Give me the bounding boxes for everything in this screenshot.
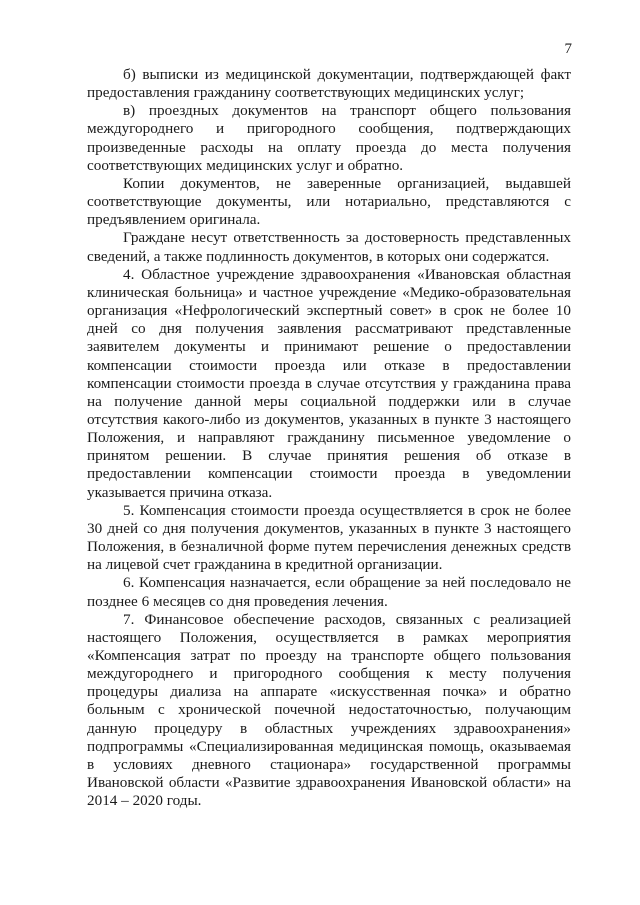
paragraph-6-compensation-deadline: 6. Компенсация назначается, если обращение за ней последовало не позднее 6 месяцев со дня проведения лечения. [87, 574, 571, 610]
paragraph-citizen-responsibility: Граждане несут ответственность за достоверность представленных сведений, а также подлинность документов, в которых они содержатся. [87, 229, 571, 265]
paragraph-4-review-of-application: 4. Областное учреждение здравоохранения «Ивановская областная клиническая больница» и частное учреждение «Медико-образовательная организация «Нефрологический экспертный совет» в срок не более 10 дней со дня получения заявления рассматривают представленные заявителем документы и принимают решение о предоставлении компенсации стоимости проезда или отказе в предоставлении компенсации стоимости проезда в случае отсутствия у гражданина права на получение данной меры социальной поддержки или в случае отсутствия какого-либо из документов, указанных в пункте 3 настоящего Положения, и направляют гражданину письменное уведомление о принятом решении. В случае принятия решения об отказе в предоставлении компенсации стоимости проезда в уведомлении указывается причина отказа. [87, 265, 571, 501]
page-number: 7 [564, 41, 572, 57]
document-body [87, 66, 571, 810]
paragraph-copies-of-documents: Копии документов, не заверенные организацией, выдавшей соответствующие документы, или нотариально, представляются с предъявлением оригинала. [87, 174, 571, 229]
paragraph-7-financing: 7. Финансовое обеспечение расходов, связанных с реализацией настоящего Положения, осуществляется в рамках мероприятия «Компенсация затрат по проезду на транспорте общего пользования междугороднего и пригородного сообщения к месту получения процедуры диализа на аппарате «искусственная почка» и обратно больным с хронической почечной недостаточностью, получающим данную процедуру в областных учреждениях здравоохранения» подпрограммы «Специализированная медицинская помощь, оказываемая в условиях дневного стационара» государственной программы Ивановской области «Развитие здравоохранения Ивановской области» на 2014 – 2020 годы. [87, 610, 571, 810]
paragraph-5-compensation-term: 5. Компенсация стоимости проезда осуществляется в срок не более 30 дней со дня получения документов, указанных в пункте 3 настоящего Положения, в безналичной форме путем перечисления денежных средств на лицевой счет гражданина в кредитной организации. [87, 501, 571, 574]
paragraph-v-travel-documents: в) проездных документов на транспорт общего пользования междугороднего и пригородного сообщения, подтверждающих произведенные расходы на оплату проезда до места получения соответствующих медицинских услуг и обратно. [87, 102, 571, 174]
paragraph-b-medical-records: б) выписки из медицинской документации, подтверждающей факт предоставления гражданину соответствующих медицинских услуг; [87, 66, 571, 102]
